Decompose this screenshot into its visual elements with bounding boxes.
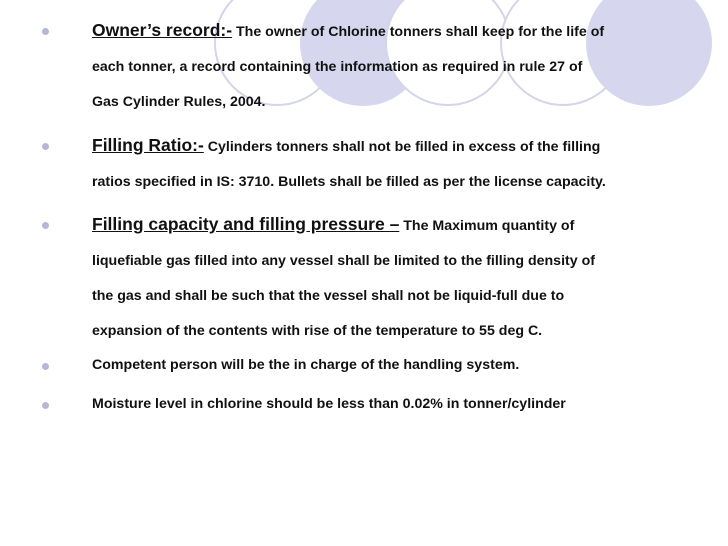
bullet-heading: Filling Ratio:- <box>92 135 204 155</box>
bullet-line: each tonner, a record containing the information as required in rule 27 of <box>92 59 583 75</box>
bullet-line: expansion of the contents with rise of the temperature to 55 deg C. <box>92 323 543 339</box>
bullet-line: Gas Cylinder Rules, 2004. <box>92 94 266 110</box>
bullet-line: the gas and shall be such that the vessel shall not be liquid-full due to <box>92 288 565 304</box>
bullet-dot <box>42 222 49 229</box>
bullet-text <box>92 387 692 422</box>
bullet-dot <box>42 363 49 370</box>
bullet-heading: Filling capacity and filling pressure – <box>92 214 400 234</box>
bullet-line: Cylinders tonners shall not be filled in excess of the filling <box>203 139 601 155</box>
bullet-text <box>92 207 692 349</box>
bullet-dot <box>42 402 49 409</box>
bullet-dot <box>42 143 49 150</box>
bullet-dot <box>42 28 49 35</box>
bullet-line: Moisture level in chlorine should be less than 0.02% in tonner/cylinder <box>92 396 566 412</box>
bullet-line: The Maximum quantity of <box>399 218 575 234</box>
bullet-text <box>92 128 692 200</box>
bullet-heading: Owner’s record:- <box>92 20 233 40</box>
bullet-line: The owner of Chlorine tonners shall keep for the life of <box>232 24 605 40</box>
bullet-line: Competent person will be the in charge of the handling system. <box>92 357 520 373</box>
bullet-text <box>92 13 692 120</box>
bullet-line: liquefiable gas filled into any vessel shall be limited to the filling density of <box>92 253 595 269</box>
bullet-line: ratios specified in IS: 3710. Bullets shall be filled as per the license capacity. <box>92 174 606 190</box>
bullet-text <box>92 348 692 383</box>
